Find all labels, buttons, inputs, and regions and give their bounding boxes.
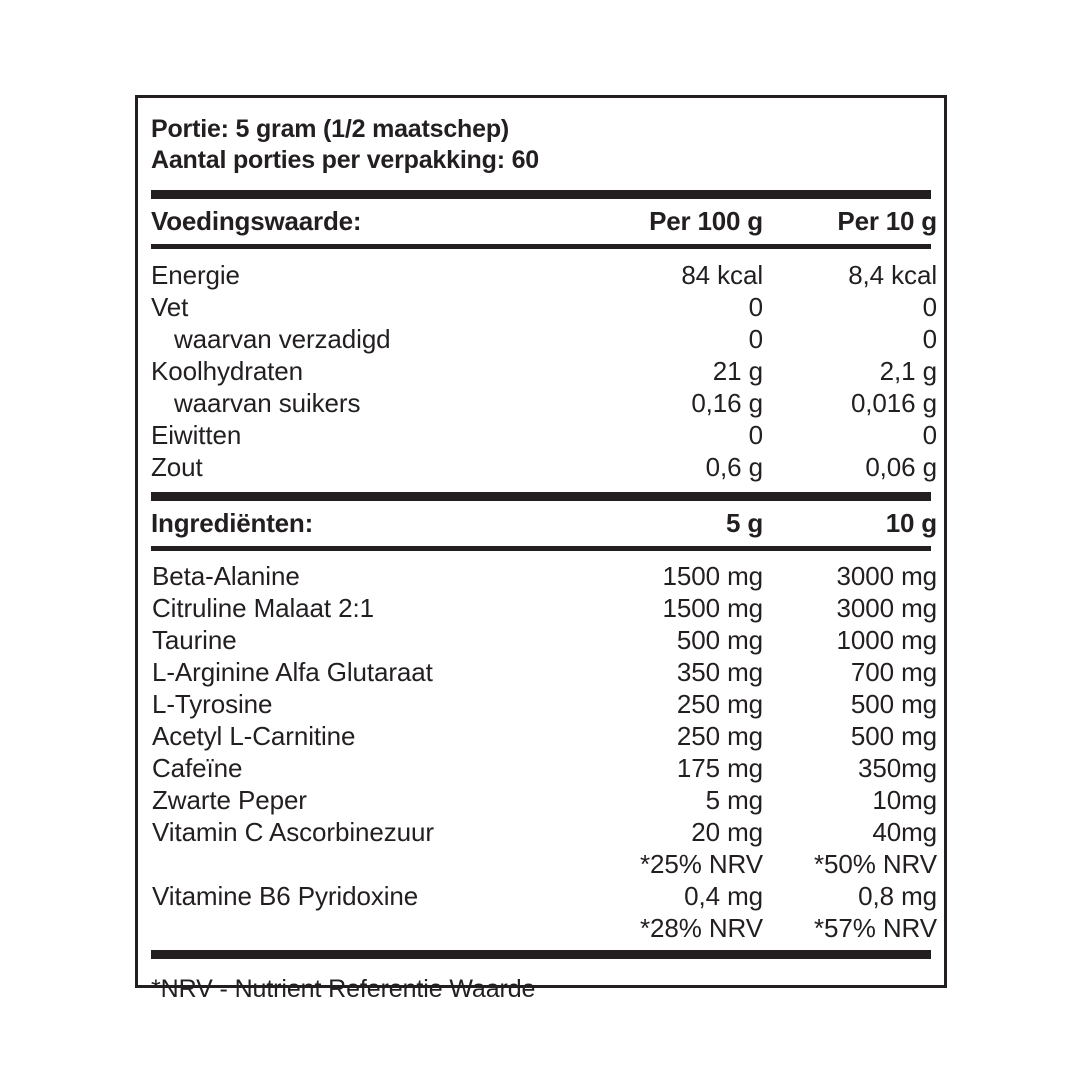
- ingredient-row-value-col2: 350mg: [858, 753, 937, 783]
- nutrition-row-value-col1: 21 g: [712, 356, 763, 386]
- nutrition-row: [151, 419, 937, 451]
- nutrition-rows-section: [151, 249, 937, 492]
- serving-information: [151, 98, 931, 190]
- ingredient-row-label: Zwarte Peper: [152, 785, 307, 815]
- ingredient-row: [151, 720, 937, 752]
- ingredient-row-value-col1: 0,4 mg: [684, 881, 763, 911]
- nutrition-row-value-col2: 8,4 kcal: [848, 260, 937, 290]
- ingredients-rows-section: [151, 551, 937, 950]
- ingredient-row-value-col2: 700 mg: [850, 657, 937, 687]
- ingredient-row-value-col1: 175 mg: [676, 753, 763, 783]
- ingredient-row-label: Citruline Malaat 2:1: [152, 593, 374, 623]
- nutrition-row-label: Koolhydraten: [151, 356, 304, 386]
- nutrition-row-value-col1: 0: [748, 324, 763, 354]
- portion-size-line: Portie: 5 gram (1/2 maatschep): [151, 115, 510, 143]
- ingredient-row: [151, 688, 937, 720]
- nutrition-table: [151, 259, 937, 483]
- nutrition-row-value-col1: 0,16 g: [691, 388, 763, 418]
- nutrition-row-label: waarvan suikers: [174, 388, 361, 418]
- ingredients-header-table: [151, 501, 937, 546]
- ingredient-row: [151, 752, 937, 784]
- ingredient-row: [151, 784, 937, 816]
- ingredient-row-value-col2: 3000 mg: [836, 561, 937, 591]
- nutrition-row: [151, 355, 937, 387]
- nutrition-row-label: Energie: [151, 260, 240, 290]
- ingredient-row-value-col2: 500 mg: [850, 721, 937, 751]
- divider-above-footer-note: [151, 950, 931, 959]
- nutrition-row-value-col1: 0: [748, 420, 763, 450]
- ingredient-row: [151, 816, 937, 848]
- nutrition-row-value-col1: 84 kcal: [681, 260, 763, 290]
- nrv-footnote: *NRV - Nutrient Referentie Waarde: [151, 975, 536, 1003]
- nutrition-row-value-col2: 0,016 g: [850, 388, 937, 418]
- nutrition-header-col1: Per 100 g: [649, 206, 763, 236]
- ingredient-row-label: Acetyl L-Carnitine: [152, 721, 356, 751]
- ingredients-header-label: Ingrediënten:: [151, 508, 314, 538]
- nutrition-row-value-col2: 0: [922, 324, 937, 354]
- nutrition-row-label: Zout: [151, 452, 203, 482]
- ingredient-row-label: Taurine: [152, 625, 237, 655]
- nutrition-row-value-col1: 0: [748, 292, 763, 322]
- ingredient-row-value-col1: 1500 mg: [662, 561, 763, 591]
- divider-above-nutrition-header: [151, 190, 931, 199]
- ingredient-row-label: L-Tyrosine: [152, 689, 273, 719]
- nutrition-header-table: [151, 199, 937, 244]
- nutrition-row: [151, 259, 937, 291]
- ingredient-row-label: L-Arginine Alfa Glutaraat: [152, 657, 433, 687]
- nutrition-row-label: Eiwitten: [151, 420, 242, 450]
- ingredient-row-label: Beta-Alanine: [152, 561, 300, 591]
- ingredient-row-value-col2: 40mg: [872, 817, 937, 847]
- nutrition-facts-panel: [135, 95, 947, 1003]
- nutrition-row-value-col1: 0,6 g: [705, 452, 763, 482]
- ingredient-row-value-col2: *50% NRV: [813, 849, 937, 879]
- ingredient-row-value-col1: 250 mg: [676, 721, 763, 751]
- ingredient-row-value-col1: 350 mg: [676, 657, 763, 687]
- ingredient-row-value-col2: *57% NRV: [813, 913, 937, 943]
- nutrition-row-value-col2: 0,06 g: [865, 452, 937, 482]
- ingredient-row: [151, 912, 937, 944]
- nutrition-row-value-col2: 2,1 g: [879, 356, 937, 386]
- ingredient-row: [151, 560, 937, 592]
- nutrition-row-value-col2: 0: [922, 420, 937, 450]
- ingredient-row: [151, 656, 937, 688]
- ingredient-row: [151, 624, 937, 656]
- ingredient-row-value-col2: 1000 mg: [836, 625, 937, 655]
- ingredient-row-value-col1: 1500 mg: [662, 593, 763, 623]
- ingredient-row-label: [151, 848, 555, 880]
- ingredient-row: [151, 880, 937, 912]
- ingredients-header-col2: 10 g: [885, 508, 937, 538]
- ingredient-row-label: Cafeïne: [152, 753, 243, 783]
- nutrition-row: [151, 451, 937, 483]
- nutrition-row-label: Vet: [151, 292, 189, 322]
- ingredients-header-col1: 5 g: [726, 508, 763, 538]
- ingredients-header-row: [151, 501, 937, 546]
- ingredient-row-value-col1: *25% NRV: [639, 849, 763, 879]
- ingredient-row-value-col1: 500 mg: [676, 625, 763, 655]
- nutrition-row: [151, 387, 937, 419]
- nutrition-row-label: waarvan verzadigd: [174, 324, 391, 354]
- nutrition-row: [151, 291, 937, 323]
- ingredient-row: [151, 848, 937, 880]
- divider-above-ingredients-header: [151, 492, 931, 501]
- nutrition-header-col2: Per 10 g: [837, 206, 937, 236]
- ingredients-table: [151, 560, 937, 944]
- nutrition-header-label: Voedingswaarde:: [151, 206, 362, 236]
- ingredient-row-value-col1: 250 mg: [676, 689, 763, 719]
- ingredient-row-value-col2: 3000 mg: [836, 593, 937, 623]
- ingredient-row-label: [151, 912, 555, 944]
- ingredient-row-value-col2: 0,8 mg: [858, 881, 937, 911]
- ingredient-row-value-col2: 500 mg: [850, 689, 937, 719]
- ingredient-row-label: Vitamin C Ascorbinezuur: [152, 817, 434, 847]
- ingredient-row-value-col1: *28% NRV: [639, 913, 763, 943]
- ingredient-row-label: Vitamine B6 Pyridoxine: [152, 881, 419, 911]
- ingredient-row: [151, 592, 937, 624]
- ingredient-row-value-col2: 10mg: [872, 785, 937, 815]
- servings-per-package-line: Aantal porties per verpakking: 60: [151, 146, 539, 174]
- ingredient-row-value-col1: 20 mg: [691, 817, 763, 847]
- nutrition-row-value-col2: 0: [922, 292, 937, 322]
- nutrition-row: [151, 323, 937, 355]
- ingredient-row-value-col1: 5 mg: [705, 785, 763, 815]
- nutrition-header-row: [151, 199, 937, 244]
